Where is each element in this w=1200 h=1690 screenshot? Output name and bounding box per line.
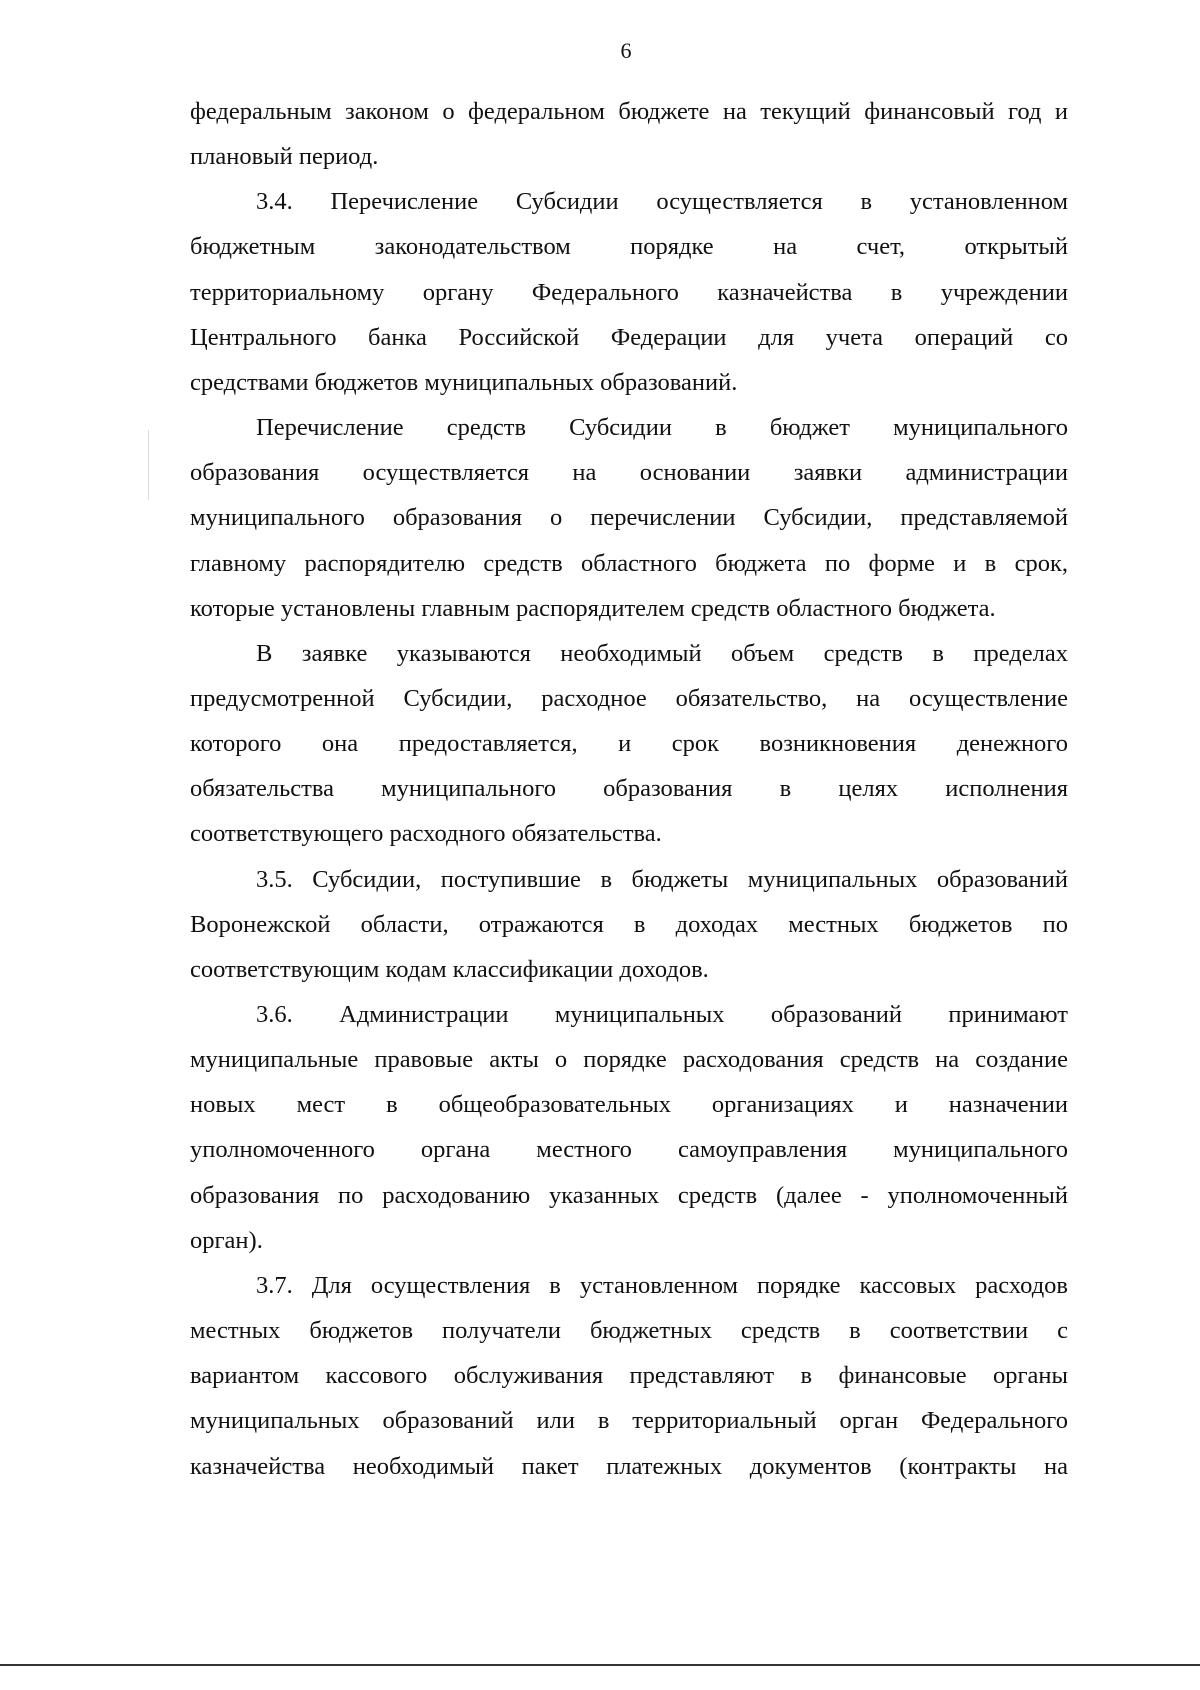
text-line: казначейства необходимый пакет платежных документов (контракты на: [190, 1452, 1068, 1480]
text-line: В заявке указываются необходимый объем средств в пределах: [256, 639, 1068, 667]
page-bottom-rule: [0, 1664, 1200, 1666]
text-line: орган).: [190, 1226, 263, 1254]
text-line: которые установлены главным распорядителем средств областного бюджета.: [190, 594, 996, 622]
text-line: образования по расходованию указанных средств (далее - уполномоченный: [190, 1181, 1068, 1209]
text-line: территориальному органу Федерального казначейства в учреждении: [190, 278, 1068, 306]
text-line: 3.7. Для осуществления в установленном порядке кассовых расходов: [256, 1271, 1068, 1299]
text-line: 3.4. Перечисление Субсидии осуществляется в установленном: [256, 188, 1068, 216]
text-line: соответствующего расходного обязательства.: [190, 820, 662, 848]
text-line: Перечисление средств Субсидии в бюджет муниципального: [256, 414, 1068, 442]
text-line: муниципальных образований или в территориальный орган Федерального: [190, 1407, 1068, 1435]
page-number: 6: [620, 38, 632, 63]
text-line: образования осуществляется на основании заявки администрации: [190, 459, 1068, 487]
text-line: федеральным законом о федеральном бюджете на текущий финансовый год и: [190, 98, 1068, 125]
text-line: муниципальные правовые акты о порядке расходования средств на создание: [190, 1046, 1068, 1074]
text-line: бюджетным законодательством порядке на счет, открытый: [190, 233, 1068, 261]
text-line: предусмотренной Субсидии, расходное обязательство, на осуществление: [190, 684, 1068, 712]
text-line: муниципального образования о перечислении Субсидии, представляемой: [190, 504, 1068, 532]
text-line: обязательства муниципального образования в целях исполнения: [190, 775, 1068, 803]
text-line: уполномоченного органа местного самоуправления муниципального: [190, 1136, 1068, 1164]
text-line: главному распорядителю средств областного бюджета по форме и в срок,: [190, 549, 1068, 577]
text-line: средствами бюджетов муниципальных образований.: [190, 368, 738, 396]
text-line: 3.5. Субсидии, поступившие в бюджеты муниципальных образований: [256, 865, 1068, 893]
text-line: новых мест в общеобразовательных организациях и назначении: [190, 1091, 1068, 1119]
text-line: соответствующим кодам классификации доходов.: [190, 955, 709, 983]
text-line: вариантом кассового обслуживания представляют в финансовые органы: [190, 1362, 1068, 1390]
text-line: местных бюджетов получатели бюджетных средств в соответствии с: [190, 1317, 1068, 1345]
text-line: которого она предоставляется, и срок возникновения денежного: [190, 730, 1068, 758]
text-line: плановый период.: [190, 143, 379, 171]
text-line: Воронежской области, отражаются в доходах местных бюджетов по: [190, 910, 1068, 938]
scan-artifact-line: [148, 430, 149, 500]
text-line: Центрального банка Российской Федерации для учета операций со: [190, 323, 1068, 351]
text-line: 3.6. Администрации муниципальных образований принимают: [256, 1001, 1068, 1028]
